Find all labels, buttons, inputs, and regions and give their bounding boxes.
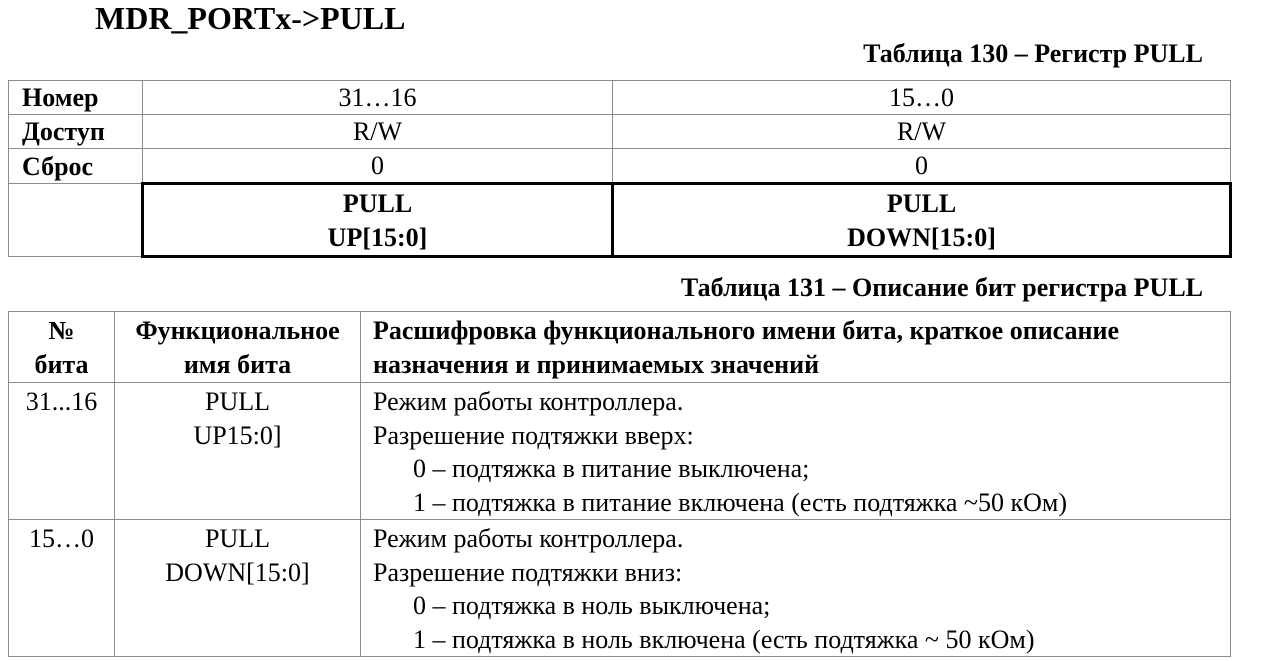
reset-low: 0 bbox=[613, 149, 1231, 184]
table-row bbox=[9, 520, 1231, 657]
description-line: Разрешение подтяжки вниз: bbox=[373, 557, 683, 587]
description-value-line: 1 – подтяжка в питание включена (есть подтяжка ~50 кОм) bbox=[413, 487, 1067, 517]
bit-range-cell: 31...16 bbox=[9, 383, 115, 520]
description-line: Режим работы контроллера. bbox=[373, 524, 684, 553]
table-130-caption: Таблица 130 – Регистр PULL bbox=[863, 39, 1203, 68]
field-pull-up-line2: UP[15:0] bbox=[327, 223, 428, 252]
header-description bbox=[361, 312, 1231, 383]
table-row bbox=[9, 149, 1231, 184]
bit-description-table bbox=[8, 311, 1231, 657]
description-cell bbox=[361, 520, 1231, 657]
bit-range-cell: 15…0 bbox=[9, 520, 115, 657]
access-high: R/W bbox=[143, 115, 613, 149]
header-description-line1: Расшифровка функционального имени бита, краткое описание bbox=[373, 316, 1120, 345]
description-value-line: 0 – подтяжка в ноль выключена; bbox=[413, 591, 771, 620]
description-line: Режим работы контроллера. bbox=[373, 387, 684, 416]
field-pull-up-line1: PULL bbox=[342, 189, 413, 218]
field-pull-down bbox=[613, 184, 1231, 257]
description-value-line: 0 – подтяжка в питание выключена; bbox=[413, 454, 810, 483]
header-function-name-line1: Функциональное bbox=[135, 316, 340, 345]
field-row-label bbox=[9, 184, 143, 257]
table-131-caption: Таблица 131 – Описание бит регистра PULL bbox=[680, 273, 1203, 302]
description-line: Разрешение подтяжки вверх: bbox=[373, 420, 694, 450]
function-name-cell bbox=[115, 383, 361, 520]
row-label-reset: Сброс bbox=[9, 149, 143, 184]
field-pull-up bbox=[143, 184, 613, 257]
table-header-row bbox=[9, 312, 1231, 383]
header-bit-number bbox=[9, 312, 115, 383]
register-heading: MDR_PORTx->PULL bbox=[95, 0, 406, 36]
field-row bbox=[9, 184, 1231, 257]
bit-range-low: 15…0 bbox=[613, 81, 1231, 115]
register-layout-table bbox=[8, 80, 1232, 258]
function-name-line2: DOWN[15:0] bbox=[165, 557, 310, 587]
field-pull-down-line1: PULL bbox=[886, 189, 957, 218]
table-row bbox=[9, 81, 1231, 115]
function-name-line1: PULL bbox=[205, 524, 270, 553]
function-name-cell bbox=[115, 520, 361, 657]
description-cell bbox=[361, 383, 1231, 520]
header-description-line2: назначения и принимаемых значений bbox=[373, 350, 820, 379]
access-low: R/W bbox=[613, 115, 1231, 149]
table-row bbox=[9, 383, 1231, 520]
function-name-line2: UP15:0] bbox=[193, 420, 282, 450]
field-pull-down-line2: DOWN[15:0] bbox=[847, 223, 996, 252]
header-bit-number-line2: бита bbox=[34, 350, 89, 379]
header-function-name-line2: имя бита bbox=[183, 350, 292, 379]
function-name-line1: PULL bbox=[205, 387, 270, 416]
row-label-number: Номер bbox=[9, 81, 143, 115]
bit-range-high: 31…16 bbox=[143, 81, 613, 115]
header-bit-number-line1: № bbox=[48, 316, 75, 345]
reset-high: 0 bbox=[143, 149, 613, 184]
header-function-name bbox=[115, 312, 361, 383]
table-row bbox=[9, 115, 1231, 149]
row-label-access: Доступ bbox=[9, 115, 143, 149]
description-value-line: 1 – подтяжка в ноль включена (есть подтяжка ~ 50 кОм) bbox=[413, 624, 1035, 654]
